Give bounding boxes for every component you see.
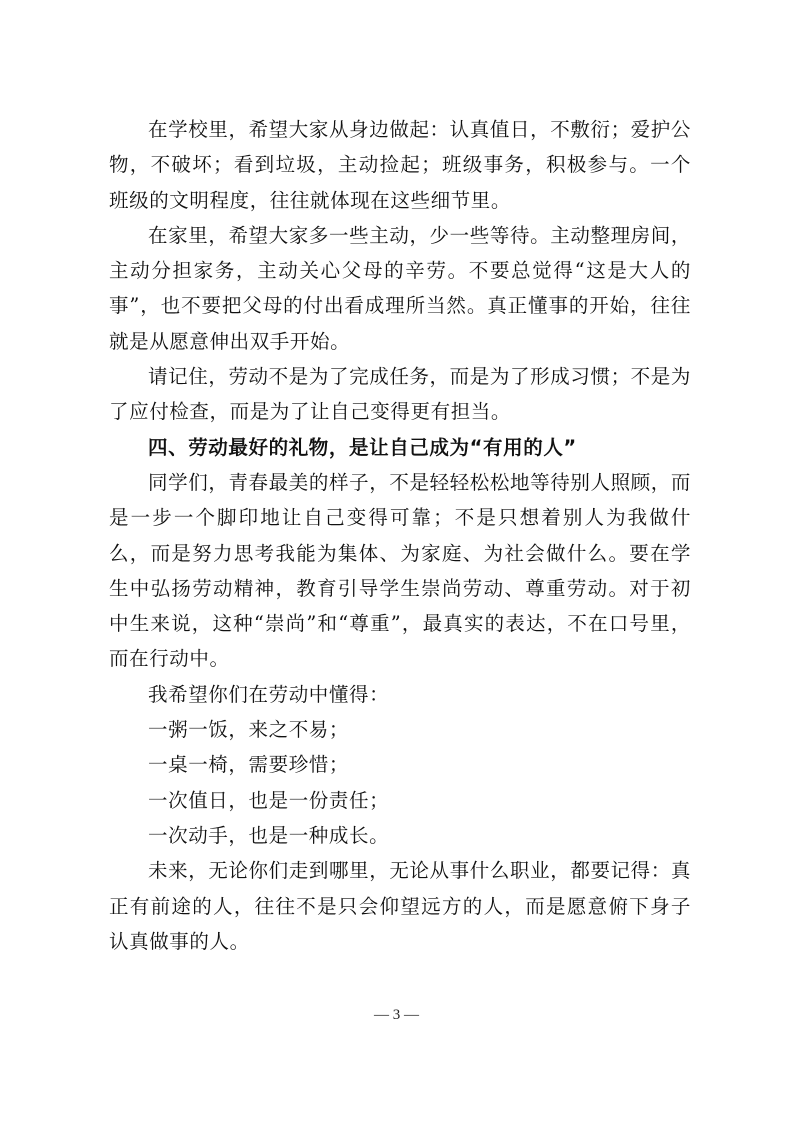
paragraph-home: 在家里，希望大家多一些主动，少一些等待。主动整理房间，主动分担家务，主动关心父母的辛劳。不要总觉得“这是大人的事”，也不要把父母的付出看成理所当然。真正懂事的开始，往往就是从愿意伸出双手开始。 — [109, 223, 691, 353]
document-body — [109, 112, 691, 959]
paragraph-hope-intro: 我希望你们在劳动中懂得： — [148, 682, 390, 706]
paragraph-school: 在学校里，希望大家从身边做起：认真值日，不敷衍；爱护公物，不破坏；看到垃圾，主动捡起；班级事务，积极参与。一个班级的文明程度，往往就体现在这些细节里。 — [109, 118, 691, 212]
list-line-porridge: 一粥一饭，来之不易； — [148, 718, 350, 742]
paragraph-future: 未来，无论你们走到哪里，无论从事什么职业，都要记得：真正有前途的人，往往不是只会仰望远方的人，而是愿意俯下身子认真做事的人。 — [109, 859, 691, 953]
list-line-table-chair: 一桌一椅，需要珍惜； — [148, 753, 350, 777]
list-line-duty: 一次值日，也是一份责任； — [148, 788, 390, 812]
list-line-growth: 一次动手，也是一种成长。 — [148, 823, 390, 847]
page-number: — 3 — — [374, 1007, 419, 1023]
paragraph-youth: 同学们，青春最美的样子，不是轻轻松松地等待别人照顾，而是一步一个脚印地让自己变得可靠；不是只想着别人为我做什么，而是努力思考我能为集体、为家庭、为社会做什么。要在学生中弘扬劳动精神，教育引导学生崇尚劳动、尊重劳动。对于初中生来说，这种“崇尚”和“尊重”，最真实的表达，不在口号里，而在行动中。 — [109, 470, 691, 671]
paragraph-remember: 请记住，劳动不是为了完成任务，而是为了形成习惯；不是为了应付检查，而是为了让自己变得更有担当。 — [109, 365, 691, 424]
section-heading-four: 四、劳动最好的礼物，是让自己成为“有用的人” — [148, 435, 577, 459]
